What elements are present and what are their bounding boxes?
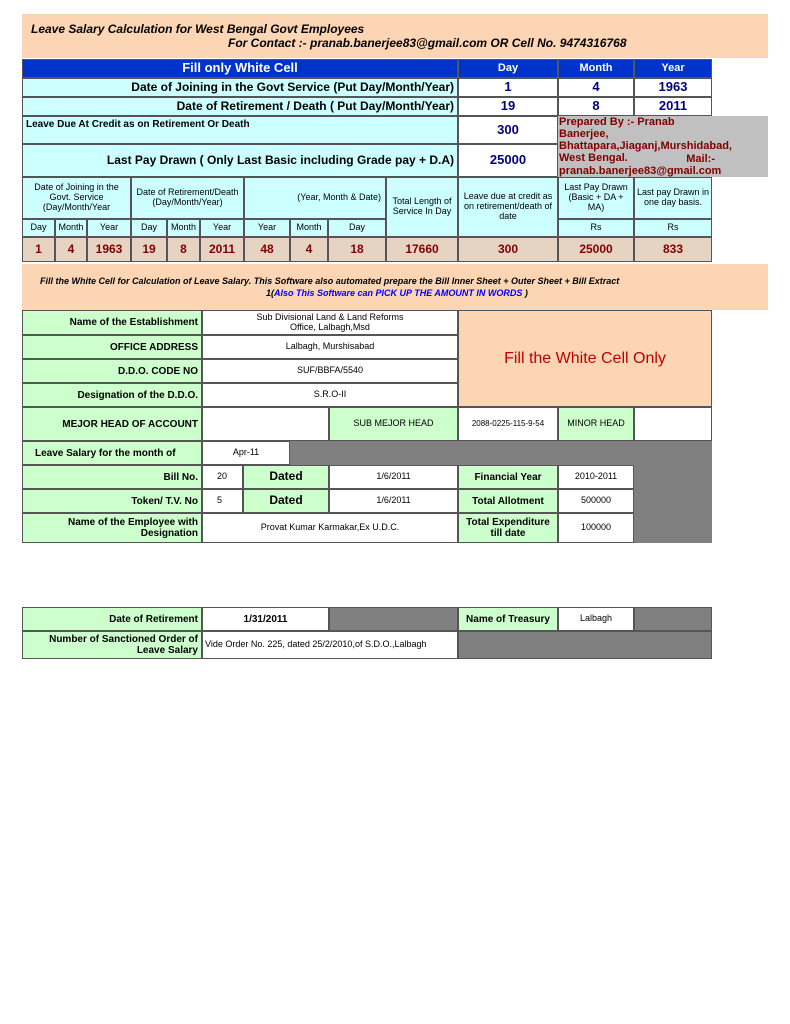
sub-service-day: Day	[328, 219, 386, 237]
fill-white-cell-note: Fill the White Cell Only	[458, 310, 712, 407]
retirement-year-input[interactable]: 2011	[634, 97, 712, 116]
sanction-order-label: Number of Sanctioned Order of Leave Salary	[22, 631, 202, 659]
summary-service-days: 18	[328, 237, 386, 262]
summary-join-day: 1	[22, 237, 55, 262]
sub-join-year: Year	[87, 219, 131, 237]
joining-month-input[interactable]: 4	[558, 78, 634, 97]
summary-one-day-pay: 833	[634, 237, 712, 262]
treasury-input[interactable]: Lalbagh	[558, 607, 634, 631]
joining-day-input[interactable]: 1	[458, 78, 558, 97]
retirement-date-field-input[interactable]: 1/31/2011	[202, 607, 329, 631]
establishment-input[interactable]: Sub Divisional Land & Land Reforms Office, Lalbagh,Msd	[202, 310, 458, 335]
ddo-designation-input[interactable]: S.R.O-II	[202, 383, 458, 407]
lower-gray-block-2	[634, 607, 712, 631]
bill-dated-label: Dated	[243, 465, 329, 489]
leave-month-label: Leave Salary for the month of	[22, 441, 202, 465]
summary-last-pay: 25000	[558, 237, 634, 262]
sub-join-day: Day	[22, 219, 55, 237]
notice-amount-words: Also This Software can PICK UP THE AMOUNT IN WORDS	[274, 288, 523, 298]
sub-service-year: Year	[244, 219, 290, 237]
summary-header-service: (Year, Month & Date)	[244, 177, 386, 219]
retirement-month-input[interactable]: 8	[558, 97, 634, 116]
summary-service-months: 4	[290, 237, 328, 262]
summary-header-length: Total Length of Service In Day	[386, 177, 458, 237]
token-input[interactable]: 5	[202, 489, 243, 513]
summary-total-length: 17660	[386, 237, 458, 262]
ddo-code-input[interactable]: SUF/BBFA/5540	[202, 359, 458, 383]
total-allotment-input[interactable]: 500000	[558, 489, 634, 513]
notice-text: Fill the White Cell for Calculation of Leave Salary. This Software also automated prepare the Bill Inner Sheet + Outer Sheet + Bill Extract	[40, 276, 620, 286]
total-expenditure-label: Total Expenditure till date	[458, 513, 558, 543]
joining-year-input[interactable]: 1963	[634, 78, 712, 97]
summary-header-joining: Date of Joining in the Govt. Service (Day/Month/Year	[22, 177, 131, 219]
summary-join-month: 4	[55, 237, 87, 262]
summary-service-years: 48	[244, 237, 290, 262]
col-month-header: Month	[558, 59, 634, 78]
office-address-input[interactable]: Lalbagh, Murshisabad	[202, 335, 458, 359]
retirement-date-field-label: Date of Retirement	[22, 607, 202, 631]
sub-major-head-label: SUB MEJOR HEAD	[329, 407, 458, 441]
sub-join-month: Month	[55, 219, 87, 237]
sub-retire-year: Year	[200, 219, 244, 237]
right-gray-column	[634, 441, 712, 543]
bill-date-input[interactable]: 1/6/2011	[329, 465, 458, 489]
total-allotment-label: Total Allotment	[458, 489, 558, 513]
prepared-by-note	[558, 116, 768, 177]
ddo-designation-label: Designation of the D.D.O.	[22, 383, 202, 407]
minor-head-input[interactable]	[634, 407, 712, 441]
mail-text: Mail:- pranab.banerjee83@gmail.com	[559, 153, 722, 177]
summary-header-leave: Leave due at credit as on retirement/death of date	[458, 177, 558, 237]
summary-header-lastpay: Last Pay Drawn (Basic + DA + MA)	[558, 177, 634, 219]
lower-gray-block-3	[458, 631, 712, 659]
notice-banner	[22, 264, 768, 310]
lower-gray-block-1	[329, 607, 458, 631]
leave-due-input[interactable]: 300	[458, 116, 558, 144]
leave-due-label: Leave Due At Credit as on Retirement Or Death	[22, 116, 458, 144]
summary-retire-month: 8	[167, 237, 200, 262]
sanction-order-input[interactable]: Vide Order No. 225, dated 25/2/2010,of S.D.O.,Lalbagh	[202, 631, 458, 659]
fill-only-white-banner: Fill only White Cell	[22, 59, 458, 78]
major-head-label: MEJOR HEAD OF ACCOUNT	[22, 407, 202, 441]
bill-no-label: Bill No.	[22, 465, 202, 489]
last-pay-input[interactable]: 25000	[458, 144, 558, 177]
financial-year-label: Financial Year	[458, 465, 558, 489]
notice-line2	[266, 288, 528, 298]
sub-service-month: Month	[290, 219, 328, 237]
establishment-label: Name of the Establishment	[22, 310, 202, 335]
summary-join-year: 1963	[87, 237, 131, 262]
token-dated-label: Dated	[243, 489, 329, 513]
header-banner	[22, 14, 768, 58]
bill-no-input[interactable]: 20	[202, 465, 243, 489]
col-year-header: Year	[634, 59, 712, 78]
notice-suffix: )	[522, 288, 528, 298]
sub-retire-day: Day	[131, 219, 167, 237]
prepared-by-text: Prepared By :- Pranab Banerjee, Bhattapara,Jiaganj,Murshidabad, West Bengal.	[559, 116, 732, 164]
major-head-input[interactable]	[202, 407, 329, 441]
sub-oneday-rs: Rs	[634, 219, 712, 237]
sub-lastpay-rs: Rs	[558, 219, 634, 237]
summary-retire-year: 2011	[200, 237, 244, 262]
last-pay-label: Last Pay Drawn ( Only Last Basic including Grade pay + D.A)	[22, 144, 458, 177]
retirement-date-label: Date of Retirement / Death ( Put Day/Month/Year)	[22, 97, 458, 116]
office-address-label: OFFICE ADDRESS	[22, 335, 202, 359]
sub-retire-month: Month	[167, 219, 200, 237]
summary-header-oneday: Last pay Drawn in one day basis.	[634, 177, 712, 219]
token-label: Token/ T.V. No	[22, 489, 202, 513]
minor-head-label: MINOR HEAD	[558, 407, 634, 441]
notice-prefix: 1(	[266, 288, 275, 298]
sub-major-head-input[interactable]: 2088-0225-115-9-54	[458, 407, 558, 441]
treasury-label: Name of Treasury	[458, 607, 558, 631]
joining-date-label: Date of Joining in the Govt Service (Put Day/Month/Year)	[22, 78, 458, 97]
employee-input[interactable]: Provat Kumar Karmakar,Ex U.D.C.	[202, 513, 458, 543]
ddo-code-label: D.D.O. CODE NO	[22, 359, 202, 383]
summary-leave-due: 300	[458, 237, 558, 262]
col-day-header: Day	[458, 59, 558, 78]
sheet-title: Leave Salary Calculation for West Bengal Govt Employees	[31, 22, 365, 36]
token-date-input[interactable]: 1/6/2011	[329, 489, 458, 513]
contact-line: For Contact :- pranab.banerjee83@gmail.com OR Cell No. 9474316768	[228, 36, 627, 50]
retirement-day-input[interactable]: 19	[458, 97, 558, 116]
financial-year-input[interactable]: 2010-2011	[558, 465, 634, 489]
summary-header-retirement: Date of Retirement/Death (Day/Month/Year)	[131, 177, 244, 219]
leave-month-input[interactable]: Apr-11	[202, 441, 290, 465]
employee-label: Name of the Employee with Designation	[22, 513, 202, 543]
summary-retire-day: 19	[131, 237, 167, 262]
total-expenditure-input[interactable]: 100000	[558, 513, 634, 543]
